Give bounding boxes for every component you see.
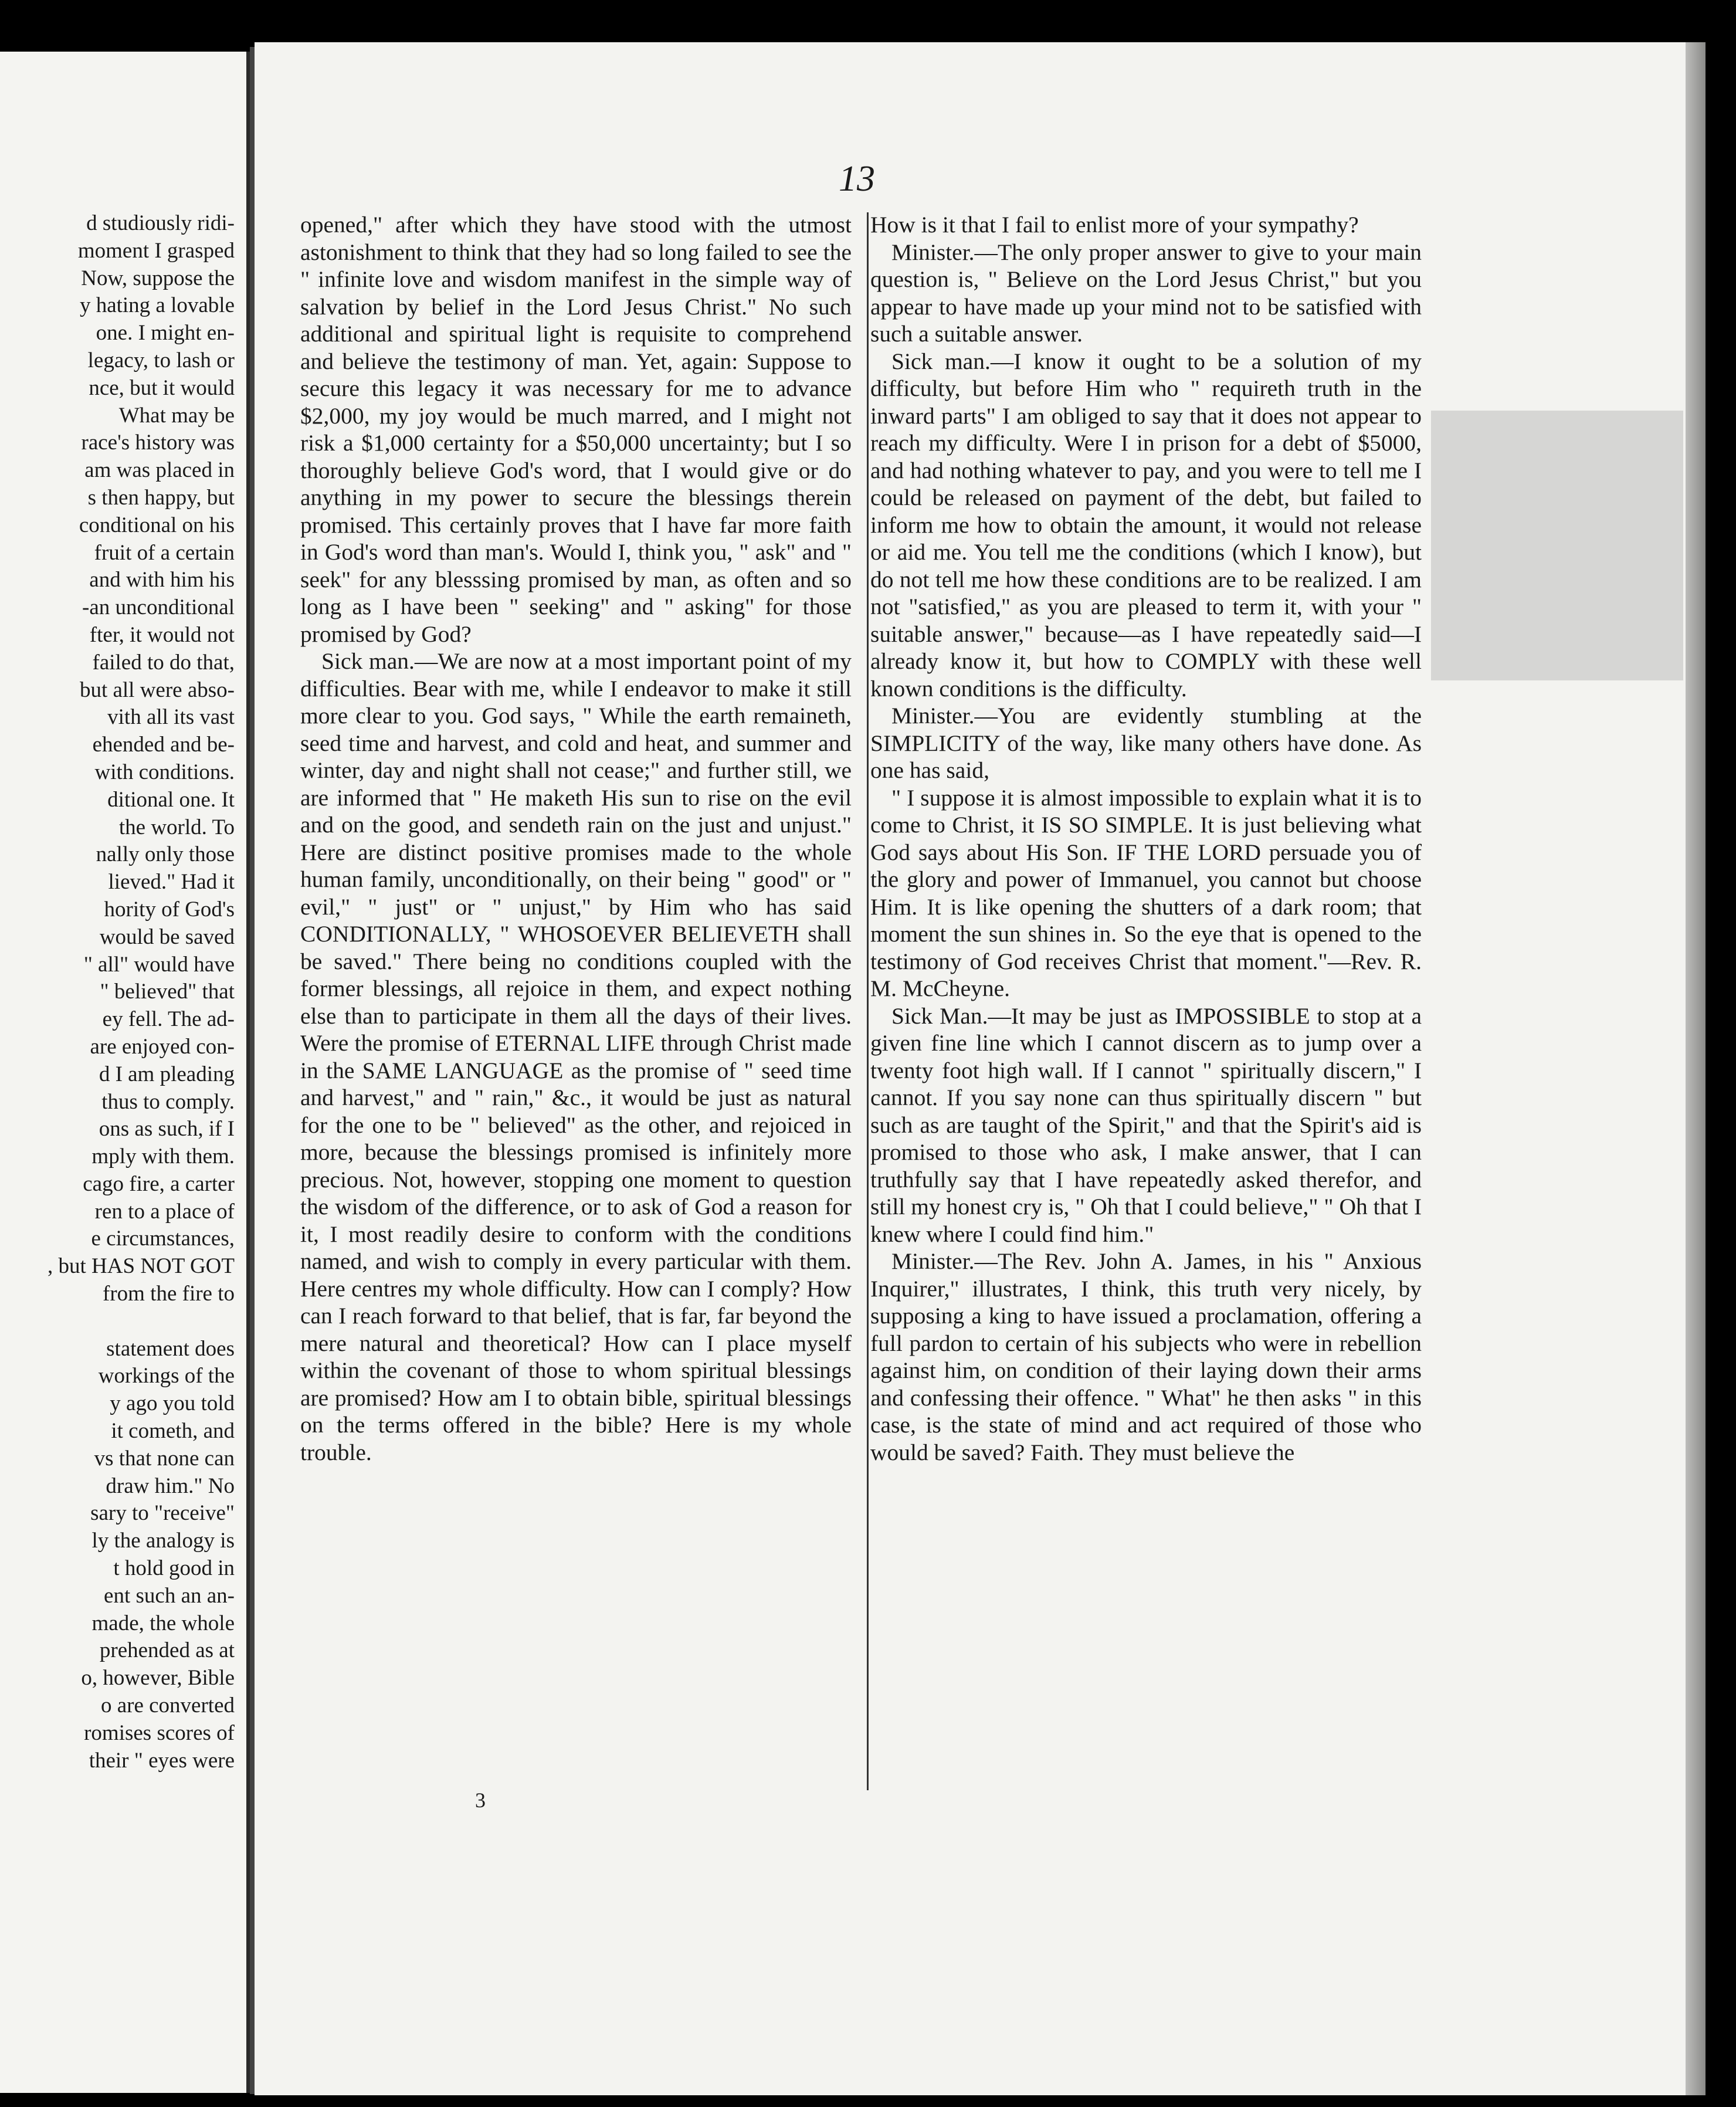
facing-page-line: vith all its vast bbox=[107, 705, 235, 730]
facing-page-line: s then happy, but bbox=[87, 485, 235, 510]
facing-page-line: y ago you told bbox=[110, 1391, 235, 1416]
book-gutter bbox=[250, 47, 255, 2094]
facing-page-line: am was placed in bbox=[84, 458, 235, 483]
facing-page-line: from the fire to bbox=[103, 1282, 235, 1306]
paragraph: opened," after which they have stood with the utmost astonishment to think that they had so long failed to see the " infinite love and wisdom manifest in the simple way of salvation by belief in the Lord Jesus Christ." No such additional and spiritual light is requisite to comprehend and believe the testimony of man. Yet, again: Suppose to secure this legacy it was necessary for me to advance $2,000, my joy would be much marred, and I might not risk a $1,000 certainty for a $50,000 uncertainty; but I so thoroughly believe God's word, that I would give or do anything in my power to secure the blessings therein promised. This certainly proves that I have far more faith in God's word than man's. Would I, think you, " ask" and " seek" for any blesssing promised by man, as often and so long as I have been " seeking" and " asking" for those promised by God? bbox=[300, 212, 852, 647]
facing-page-line: Now, suppose the bbox=[81, 266, 235, 290]
text-column-right bbox=[870, 211, 1422, 1466]
facing-page-line: fruit of a certain bbox=[94, 540, 235, 565]
column-divider bbox=[867, 212, 869, 1790]
facing-page-line: the world. To bbox=[118, 815, 235, 839]
facing-page-line: moment I grasped bbox=[77, 238, 235, 263]
facing-page-line: y hating a lovable bbox=[79, 293, 235, 318]
paragraph: Minister.—You are evidently stumbling at the SIMPLICITY of the way, like many others have done. As one has said, bbox=[870, 703, 1422, 783]
facing-page-line: prehended as at bbox=[99, 1638, 235, 1663]
facing-page-line: sary to "receive" bbox=[90, 1501, 235, 1526]
paragraph: How is it that I fail to enlist more of your sympathy? bbox=[870, 212, 1359, 238]
facing-page-line: workings of the bbox=[98, 1364, 235, 1388]
page-smudge bbox=[1431, 411, 1683, 680]
facing-page-line: -an unconditional bbox=[82, 595, 235, 620]
paragraph: Sick man.—We are now at a most important point of my difficulties. Bear with me, while I endeavor to make it still more clear to you. God says, " While the earth remaineth, seed time and harvest, and cold and heat, and summer and winter, day and night shall not cease;" and further still, we are informed that " He maketh His sun to rise on the evil and on the good, and sendeth rain on the just and unjust." Here are distinct positive promises made to the whole human family, unconditionally, on their being " good" or " evil," " just" or " unjust," by Him who has said CONDITIONALLY, " WHOSOEVER BELIEVETH shall be saved." There being no conditions coupled with the former blessings, all rejoice in them, and expect nothing else than to participate in them all the days of their lives. Were the promise of ETERNAL LIFE through Christ made in the SAME LANGUAGE as the promise of " seed time and harvest," and " rain," &c., it would be just as natural for the one to be " believed" as the other, and rejoiced in more, because the blessings promised is infinitely more precious. Not, however, stopping one moment to question the wisdom of the difference, or to ask of God a reason for it, I most readily desire to conform with the conditions named, and wish to comply in every particular with them. Here centres my whole difficulty. How can I comply? How can I reach forward to that belief, that is far, far beyond the mere natural and theoretical? How can I place myself within the covenant of those to whom spiritual blessings are promised? How am I to obtain bible, spiritual blessings on the terms offered in the bible? Here is my whole trouble. bbox=[300, 648, 852, 1465]
facing-page-line: ons as such, if I bbox=[99, 1117, 235, 1141]
facing-page-line: are enjoyed con- bbox=[90, 1034, 235, 1059]
page-edge bbox=[1686, 42, 1706, 2095]
facing-page-line: it cometh, and bbox=[111, 1419, 235, 1444]
facing-page-line: conditional on his bbox=[79, 513, 235, 537]
facing-page-line: statement does bbox=[106, 1336, 235, 1361]
facing-page-line: ditional one. It bbox=[107, 787, 235, 812]
facing-page-line: ent such an an- bbox=[104, 1583, 235, 1608]
facing-page-line bbox=[0, 1308, 235, 1336]
facing-page-line: " believed" that bbox=[100, 980, 235, 1004]
facing-page-line: mply with them. bbox=[91, 1144, 235, 1169]
facing-page-line: thus to comply. bbox=[101, 1089, 235, 1114]
facing-page-line: lieved." Had it bbox=[108, 870, 235, 895]
facing-page-line: but all were abso- bbox=[79, 678, 235, 702]
facing-page-line: legacy, to lash or bbox=[87, 348, 235, 372]
facing-page-line: with conditions. bbox=[94, 760, 235, 784]
facing-page-line: nce, but it would bbox=[89, 375, 235, 400]
facing-page-line: draw him." No bbox=[106, 1473, 235, 1498]
paragraph: Minister.—The Rev. John A. James, in his " Anxious Inquirer," illustrates, I think, this truth very nicely, by supposing a king to have issued a proclamation, offering a full pardon to certain of his subjects who were in rebellion against him, on condition of their laying down their arms and confessing their offence. " What" he then asks " in this case, is the state of mind and act required of those who would be saved? Faith. They must believe the bbox=[870, 1248, 1422, 1465]
facing-page-line: one. I might en- bbox=[96, 321, 235, 345]
facing-page-line: ren to a place of bbox=[94, 1199, 235, 1224]
paragraph: Minister.—The only proper answer to give to your main question is, " Believe on the Lord Jesus Christ," but you appear to have made up your mind not to be satisfied with such a suitable answer. bbox=[870, 239, 1422, 347]
paragraph: Sick Man.—It may be just as IMPOSSIBLE to stop at a given fine line which I cannot discern as to jump over a twenty foot high wall. If I cannot " spiritually discern," I cannot. If you say none can thus spiritually discern " but such as are taught of the Spirit," and that the Spirit's aid is promised to those who ask, I make answer, that I can truthfully say that I have repeatedly asked therefor, and still my honest cry is, " Oh that I could believe," " Oh that I knew where I could find him." bbox=[870, 1002, 1422, 1247]
facing-page-line: and with him his bbox=[89, 568, 235, 592]
facing-page-line: made, the whole bbox=[91, 1611, 235, 1635]
facing-page-line: d I am pleading bbox=[99, 1062, 235, 1086]
facing-page-line: hority of God's bbox=[104, 897, 235, 922]
facing-page-fragment bbox=[0, 52, 250, 2093]
facing-page-line: vs that none can bbox=[94, 1446, 235, 1471]
facing-page-line: ey fell. The ad- bbox=[102, 1007, 235, 1032]
facing-page-line: " all" would have bbox=[83, 952, 235, 977]
facing-page-line: race's history was bbox=[81, 431, 235, 455]
facing-page-line: ly the analogy is bbox=[91, 1529, 235, 1553]
paragraph: Sick man.—I know it ought to be a solution of my difficulty, but before Him who " requireth truth in the inward parts" I am obliged to say that it does not appear to reach my difficulty. Were I in prison for a debt of $5000, and had nothing whatever to pay, and you were to tell me I could be released on payment of the debt, but failed to inform me how to obtain the amount, it would not release or aid me. You tell me the conditions (which I know), but do not tell me how these conditions are to be realized. I am not "satisfied," as you are pleased to term it, with your " suitable answer," because—as I have repeatedly said—I already know it, but how to COMPLY with these well known conditions is the difficulty. bbox=[870, 348, 1422, 702]
facing-page-line: failed to do that, bbox=[92, 650, 235, 675]
facing-page-line: e circumstances, bbox=[91, 1227, 235, 1251]
facing-page-line: d studiously ridi- bbox=[86, 211, 235, 235]
facing-page-text bbox=[0, 210, 235, 1774]
facing-page-line: o are converted bbox=[100, 1693, 235, 1718]
page-number: 13 bbox=[839, 159, 875, 199]
facing-page-line: , but HAS NOT GOT bbox=[48, 1254, 235, 1279]
facing-page-line: would be saved bbox=[99, 924, 235, 949]
facing-page-line: nally only those bbox=[96, 842, 235, 867]
facing-page-line: cago fire, a carter bbox=[83, 1171, 235, 1196]
facing-page-line: ehended and be- bbox=[92, 733, 235, 757]
facing-page-line: their " eyes were bbox=[89, 1748, 235, 1773]
signature-mark: 3 bbox=[475, 1788, 486, 1812]
paragraph: " I suppose it is almost impossible to explain what it is to come to Christ, it IS SO SIMPLE. It is just believing what God says about His Son. IF THE LORD persuade you of the glory and power of Immanuel, you cannot but choose Him. It is like opening the shutters of a dark room; that moment the sun shines in. So the eye that is opened to the testimony of God receives Christ that moment."—Rev. R. M. McCheyne. bbox=[870, 784, 1422, 1001]
facing-page-line: What may be bbox=[118, 403, 235, 428]
facing-page-line: t hold good in bbox=[113, 1556, 235, 1581]
facing-page-line: fter, it would not bbox=[89, 622, 235, 647]
facing-page-line: romises scores of bbox=[84, 1720, 235, 1745]
text-column-left bbox=[300, 211, 852, 1466]
facing-page-line: o, however, Bible bbox=[81, 1666, 235, 1691]
